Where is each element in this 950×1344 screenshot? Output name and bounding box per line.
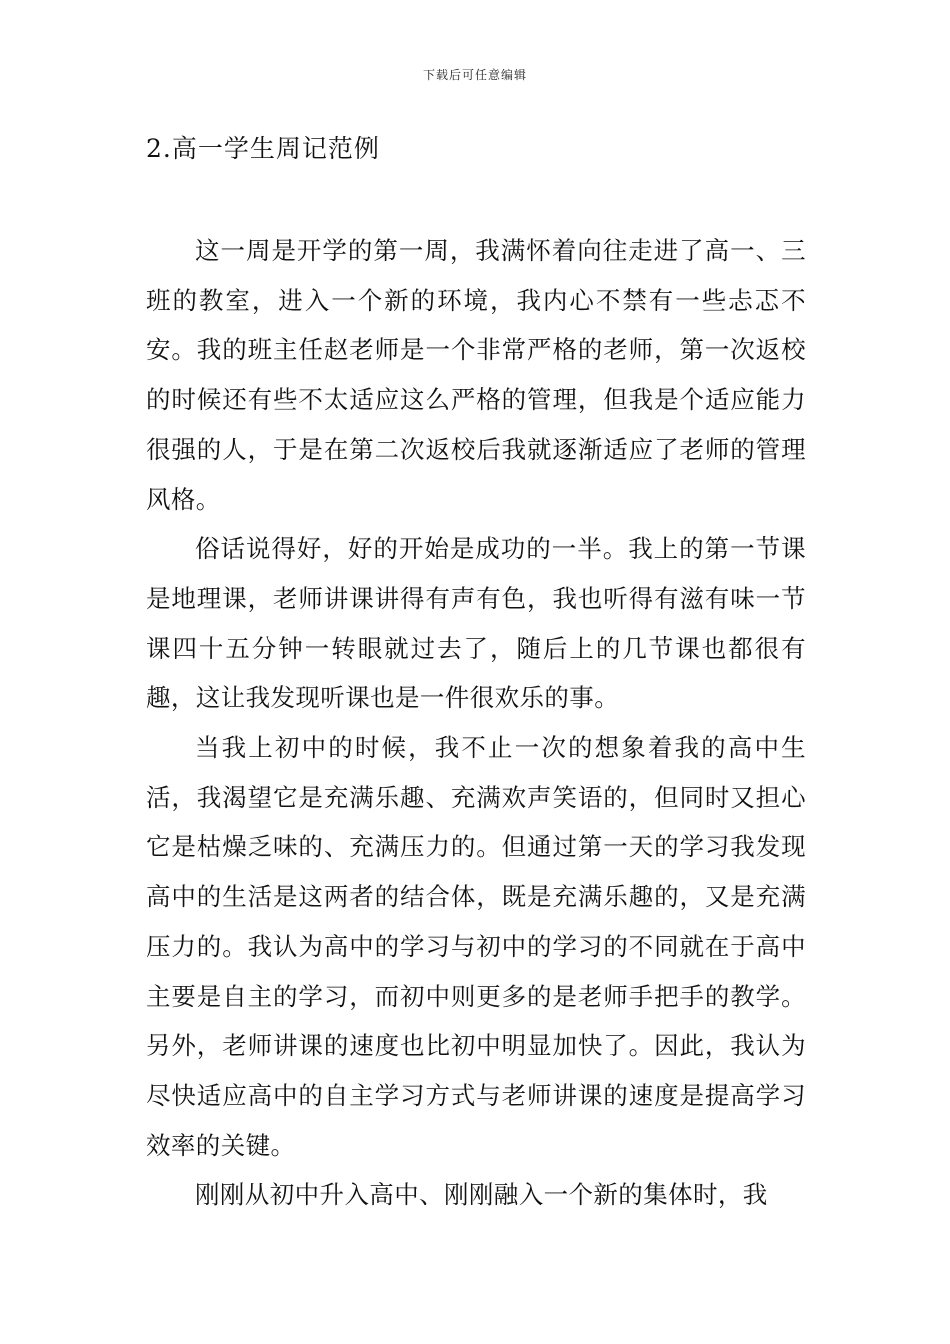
paragraph-4: 刚刚从初中升入高中、刚刚融入一个新的集体时，我: [195, 1180, 768, 1210]
document-title: 2.高一学生周记范例: [146, 134, 380, 163]
paragraph-1: 这一周是开学的第一周，我满怀着向往走进了高一、三班的教室，进入一个新的环境，我内心不禁有一些忐忑不安。我的班主任赵老师是一个非常严格的老师，第一次返校的时候还有些不太适应这么严格的管理，但我是个适应能力很强的人，于是在第二次返校后我就逐渐适应了老师的管理风格。: [146, 236, 806, 514]
document-body: [146, 226, 806, 1220]
header-note: 下载后可任意编辑: [422, 68, 527, 82]
paragraph-2: 俗话说得好，好的开始是成功的一半。我上的第一节课是地理课，老师讲课讲得有声有色，我也听得有滋有味一节课四十五分钟一转眼就过去了，随后上的几节课也都很有趣，这让我发现听课也是一件很欢乐的事。: [146, 534, 806, 713]
paragraph-3: 当我上初中的时候，我不止一次的想象着我的高中生活，我渴望它是充满乐趣、充满欢声笑语的，但同时又担心它是枯燥乏味的、充满压力的。但通过第一天的学习我发现高中的生活是这两者的结合体，既是充满乐趣的，又是充满压力的。我认为高中的学习与初中的学习的不同就在于高中主要是自主的学习，而初中则更多的是老师手把手的教学。另外，老师讲课的速度也比初中明显加快了。因此，我认为尽快适应高中的自主学习方式与老师讲课的速度是提高学习效率的关键。: [146, 733, 806, 1160]
